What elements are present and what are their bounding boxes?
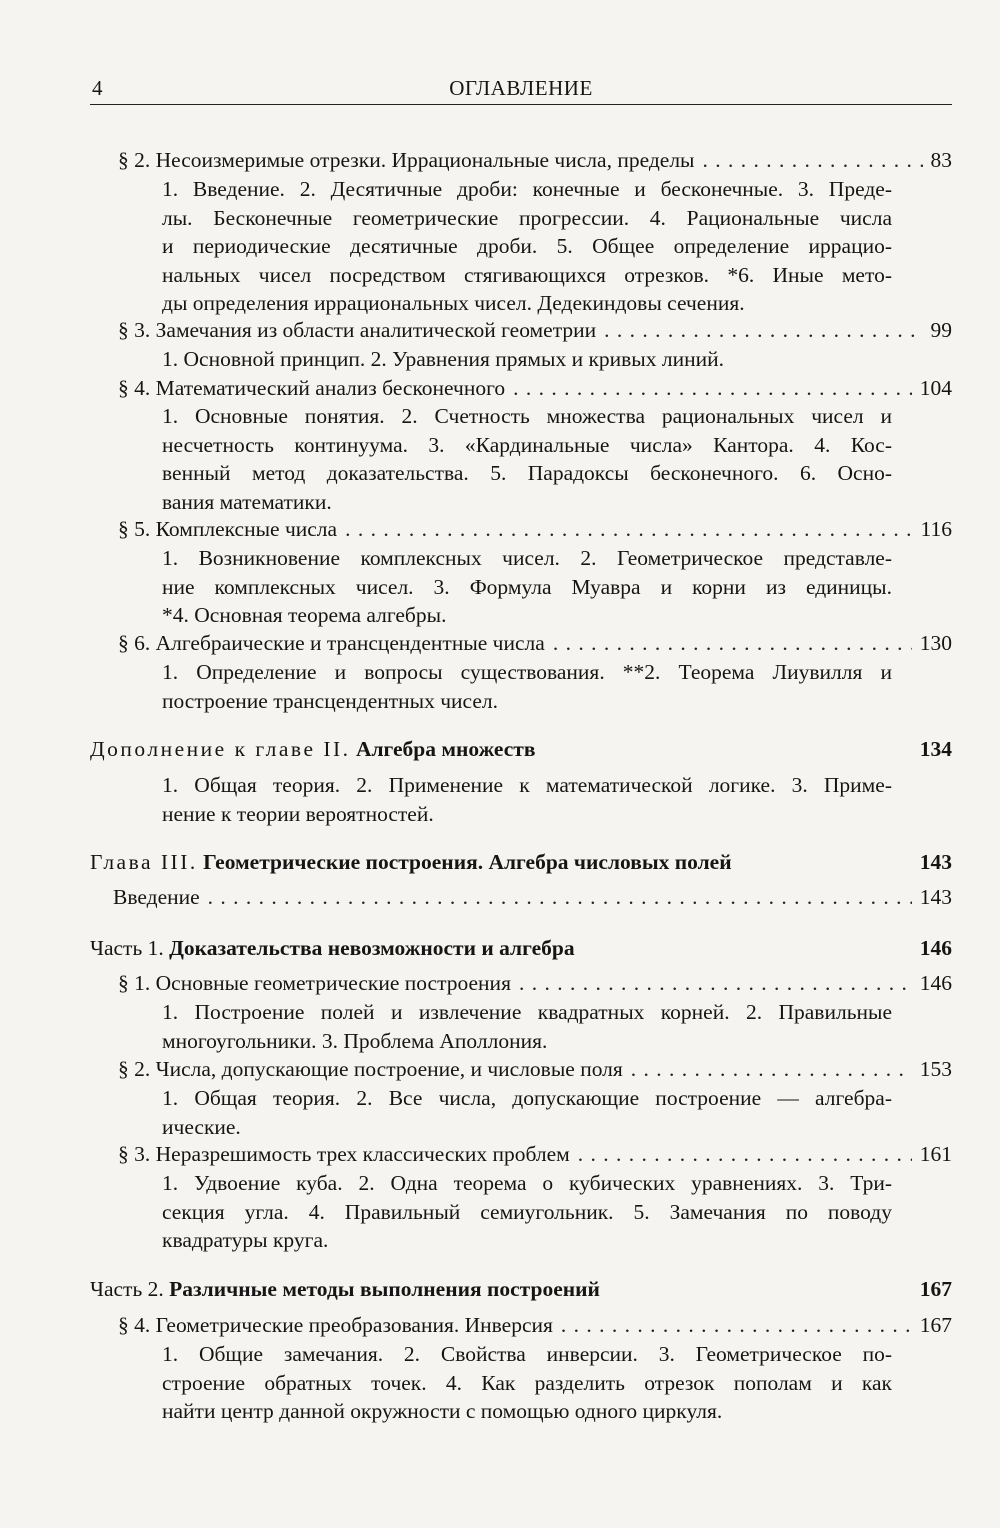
toc-entry-part-2[interactable] <box>90 1275 952 1303</box>
description-line: *4. Основная теорема алгебры. <box>162 603 447 627</box>
description-line: 1. Общие замечания. 2. Свойства инверсии. 3. Геометрическое по- <box>162 1342 892 1366</box>
toc-entry-description <box>162 771 892 828</box>
toc-entry-title: § 3. Замечания из области аналитической геометрии <box>118 318 597 342</box>
description-line: нальных чисел посредством стягивающихся отрезков. *6. Иные мето- <box>162 262 892 287</box>
toc-entry-page: 153 <box>919 1057 952 1081</box>
toc-entry-page: 161 <box>919 1142 952 1166</box>
toc-entry-s5[interactable] <box>118 515 952 543</box>
description-line: квадратуры круга. <box>162 1228 329 1252</box>
toc-entry-page: 130 <box>919 631 952 655</box>
header-rule <box>90 104 952 105</box>
toc-entry-description <box>162 658 892 715</box>
toc-entry-page: 116 <box>920 517 952 541</box>
toc-entry-prefix: Дополнение к главе II. <box>90 737 351 761</box>
toc-entry-prefix: Глава III. <box>90 850 198 874</box>
toc-entry-title: § 4. Геометрические преобразования. Инверсия <box>118 1313 553 1337</box>
toc-entry-title: Геометрические построения. Алгебра числовых полей <box>203 850 732 874</box>
toc-entry-description <box>162 1169 892 1255</box>
toc-entry-introduction[interactable] <box>113 883 952 911</box>
description-line: построение трансцендентных чисел. <box>162 688 499 713</box>
toc-entry-description <box>162 544 892 630</box>
toc-entry-heading <box>90 1275 600 1303</box>
toc-entry-heading <box>90 848 732 876</box>
toc-entry-page: 146 <box>919 971 952 995</box>
toc-entry-description <box>162 1084 892 1141</box>
toc-entry-heading <box>90 934 575 962</box>
leader-dots <box>604 316 922 344</box>
leader-dots <box>561 1311 912 1339</box>
toc-entry-page: 143 <box>919 850 952 874</box>
toc-entry-title: § 6. Алгебраические и трансцендентные числа <box>118 631 545 655</box>
toc-entry-page: 143 <box>919 885 952 909</box>
toc-entry-title: § 2. Несоизмеримые отрезки. Иррациональные числа, пределы <box>118 148 695 172</box>
toc-entry-description <box>162 998 892 1055</box>
leader-dots <box>578 1140 912 1168</box>
toc-entry-title: § 2. Числа, допускающие построение, и числовые поля <box>118 1057 623 1081</box>
description-line: несчетность континуума. 3. «Кардинальные числа» Кантора. 4. Кос- <box>162 432 892 457</box>
toc-entry-s1[interactable] <box>118 969 952 997</box>
description-line: 1. Введение. 2. Десятичные дроби: конечные и бесконечные. 3. Преде- <box>162 177 892 201</box>
toc-entry-page: 83 <box>930 148 952 172</box>
leader-dots <box>631 1055 912 1083</box>
toc-entry-s4[interactable] <box>118 374 952 402</box>
toc-entry-s2-numbers[interactable] <box>118 1055 952 1083</box>
toc-entry-title: Алгебра множеств <box>355 737 536 761</box>
leader-dots <box>513 374 912 402</box>
toc-entry-part-1[interactable] <box>90 934 952 962</box>
toc-entry-heading <box>90 735 535 763</box>
description-line: лы. Бесконечные геометрические прогрессии. 4. Рациональные числа <box>162 205 892 230</box>
toc-entry-s3[interactable] <box>118 316 952 344</box>
toc-entry-page: 167 <box>919 1277 952 1301</box>
description-line: 1. Удвоение куба. 2. Одна теорема о кубических уравнениях. 3. Три- <box>162 1171 892 1195</box>
toc-entry-prefix: Часть 1. <box>90 936 164 960</box>
description-line: 1. Основные понятия. 2. Счетность множества рациональных чисел и <box>162 404 892 428</box>
toc-entry-page: 167 <box>919 1313 952 1337</box>
toc-entry-description <box>162 402 892 516</box>
description-line: ды определения иррациональных чисел. Дедекиндовы сечения. <box>162 291 745 315</box>
toc-entry-page: 104 <box>919 376 952 400</box>
toc-entry-title: § 4. Математический анализ бесконечного <box>118 376 506 400</box>
leader-dots <box>208 883 912 911</box>
toc-entry-page: 99 <box>930 318 952 342</box>
toc-entry-title: Различные методы выполнения построений <box>169 1277 600 1301</box>
description-line: нение к теории вероятностей. <box>162 801 434 826</box>
description-line: вания математики. <box>162 489 332 514</box>
description-line: 1. Возникновение комплексных чисел. 2. Геометрическое представле- <box>162 546 892 570</box>
description-line: 1. Определение и вопросы существования. **2. Теорема Лиувилля и <box>162 660 892 684</box>
description-line: строение обратных точек. 4. Как разделить отрезок пополам и как <box>162 1370 892 1395</box>
description-line: 1. Основной принцип. 2. Уравнения прямых и кривых линий. <box>162 347 725 371</box>
description-line: ние комплексных чисел. 3. Формула Муавра и корни из единицы. <box>162 574 892 599</box>
toc-entry-s3-unsolvability[interactable] <box>118 1140 952 1168</box>
leader-dots <box>345 515 912 543</box>
description-line: многоугольники. 3. Проблема Аполлония. <box>162 1028 548 1053</box>
leader-dots <box>553 629 912 657</box>
toc-entry-description <box>162 1340 892 1426</box>
toc-entry-prefix: Часть 2. <box>90 1277 164 1301</box>
description-line: ические. <box>162 1114 241 1139</box>
toc-entry-title: § 5. Комплексные числа <box>118 517 338 541</box>
leader-dots <box>519 969 912 997</box>
leader-dots <box>703 146 923 174</box>
toc-entry-s2[interactable] <box>118 146 952 174</box>
toc-entry-title: Введение <box>113 885 200 909</box>
description-line: 1. Общая теория. 2. Все числа, допускающие построение — алгебра- <box>162 1086 892 1110</box>
toc-entry-s6[interactable] <box>118 629 952 657</box>
toc-entry-s4-inversion[interactable] <box>118 1311 952 1339</box>
toc-entry-title: § 1. Основные геометрические построения <box>118 971 511 995</box>
page-number: 4 <box>92 76 103 100</box>
description-line: и периодические десятичные дроби. 5. Общее определение иррацио- <box>162 234 892 258</box>
description-line: венный метод доказательства. 5. Парадоксы бесконечного. 6. Осно- <box>162 461 892 485</box>
description-line: 1. Общая теория. 2. Применение к математической логике. 3. Приме- <box>162 773 892 797</box>
description-line: секция угла. 4. Правильный семиугольник. 5. Замечания по поводу <box>162 1199 892 1224</box>
toc-entry-description <box>162 345 892 374</box>
page-title: ОГЛАВЛЕНИЕ <box>449 76 593 100</box>
toc-entry-title: Доказательства невозможности и алгебра <box>169 936 575 960</box>
description-line: найти центр данной окружности с помощью одного циркуля. <box>162 1399 723 1423</box>
toc-entry-supplement[interactable] <box>90 735 952 763</box>
toc-entry-title: § 3. Неразрешимость трех классических проблем <box>118 1142 570 1166</box>
running-header <box>92 76 950 102</box>
description-line: 1. Построение полей и извлечение квадратных корней. 2. Правильные <box>162 1000 892 1024</box>
toc-entry-chapter-3[interactable] <box>90 848 952 876</box>
toc-entry-page: 134 <box>919 737 952 761</box>
toc-entry-description <box>162 175 892 318</box>
toc-entry-page: 146 <box>919 936 952 960</box>
